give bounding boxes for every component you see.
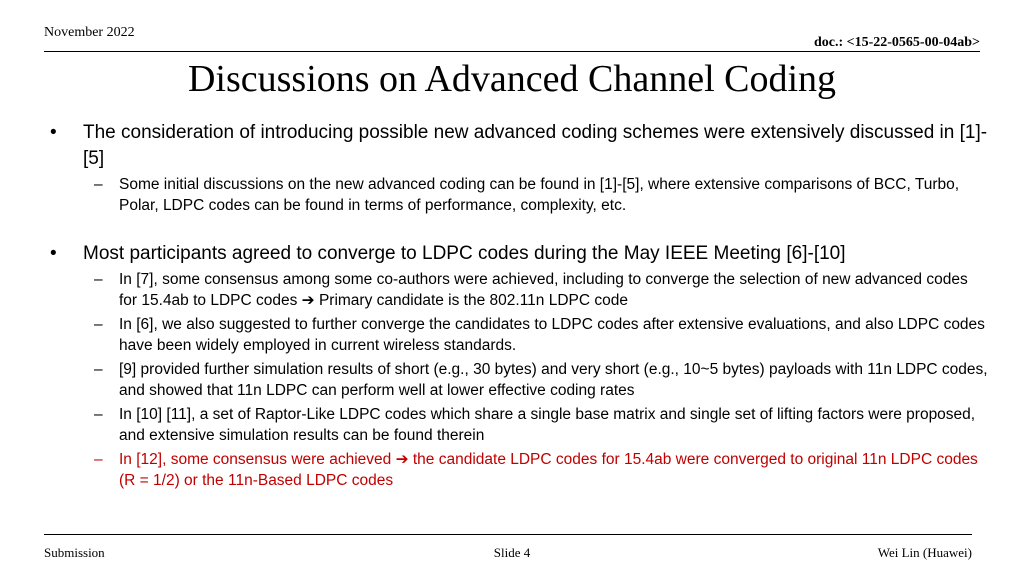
sub-bullet-text: In [12], some consensus were achieved ➔ the candidate LDPC codes for 15.4ab were converged to original 11n LDPC codes (R = 1/2) or the 11n-Based LDPC codes xyxy=(119,451,978,489)
sub-bullet-highlight xyxy=(50,449,990,491)
bullet-marker: • xyxy=(50,122,57,143)
sub-bullet-marker: – xyxy=(94,271,103,288)
sub-bullet-marker: – xyxy=(94,316,103,333)
slide-content xyxy=(50,120,990,494)
sub-bullet-text: [9] provided further simulation results of short (e.g., 30 bytes) and very short (e.g., 10~5 bytes) payloads with 11n LDPC codes, and showed that 11n LDPC can perform well at lower effective coding rates xyxy=(119,361,988,399)
sub-bullet-marker: – xyxy=(94,176,103,193)
sub-bullet-marker: – xyxy=(94,361,103,378)
bullet-spacer xyxy=(50,219,990,241)
sub-bullet-marker: – xyxy=(94,406,103,423)
header-rule xyxy=(44,51,980,52)
header-date: November 2022 xyxy=(44,25,135,40)
sub-bullet-text: In [10] [11], a set of Raptor-Like LDPC codes which share a single base matrix and single set of lifting factors were proposed, and extensive simulation results can be found therein xyxy=(119,406,976,444)
footer-slide-number: Slide 4 xyxy=(493,545,531,560)
sub-bullet xyxy=(50,314,990,356)
sub-bullet-text: In [6], we also suggested to further converge the candidates to LDPC codes after extensive evaluations, and also LDPC codes have been widely employed in current wireless standards. xyxy=(119,316,985,354)
sub-bullet xyxy=(50,359,990,401)
sub-bullet-text: In [7], some consensus among some co-authors were achieved, including to converge the selection of new advanced codes for 15.4ab to LDPC codes ➔ Primary candidate is the 802.11n LDPC code xyxy=(119,271,968,309)
footer-rule xyxy=(44,534,972,535)
sub-bullet-marker: – xyxy=(94,451,103,468)
footer-submission: Submission xyxy=(44,545,105,560)
footer-author: Wei Lin (Huawei) xyxy=(877,545,972,560)
bullet-marker: • xyxy=(50,243,57,264)
bullet-1 xyxy=(50,120,990,172)
bullet-2-subs xyxy=(50,269,990,491)
sub-bullet xyxy=(50,174,990,216)
bullet-text: The consideration of introducing possible new advanced coding schemes were extensively discussed in [1]-[5] xyxy=(83,122,988,169)
slide-title: Discussions on Advanced Channel Coding xyxy=(187,58,837,100)
bullet-text: Most participants agreed to converge to LDPC codes during the May IEEE Meeting [6]-[10] xyxy=(83,243,846,264)
bullet-2 xyxy=(50,241,990,267)
bullet-1-subs xyxy=(50,174,990,216)
sub-bullet xyxy=(50,269,990,311)
sub-bullet xyxy=(50,404,990,446)
sub-bullet-text: Some initial discussions on the new advanced coding can be found in [1]-[5], where extensive comparisons of BCC, Turbo, Polar, LDPC codes can be found in terms of performance, complexity, etc. xyxy=(119,176,960,214)
header-doc-id: doc.: <15-22-0565-00-04ab> xyxy=(813,35,980,50)
